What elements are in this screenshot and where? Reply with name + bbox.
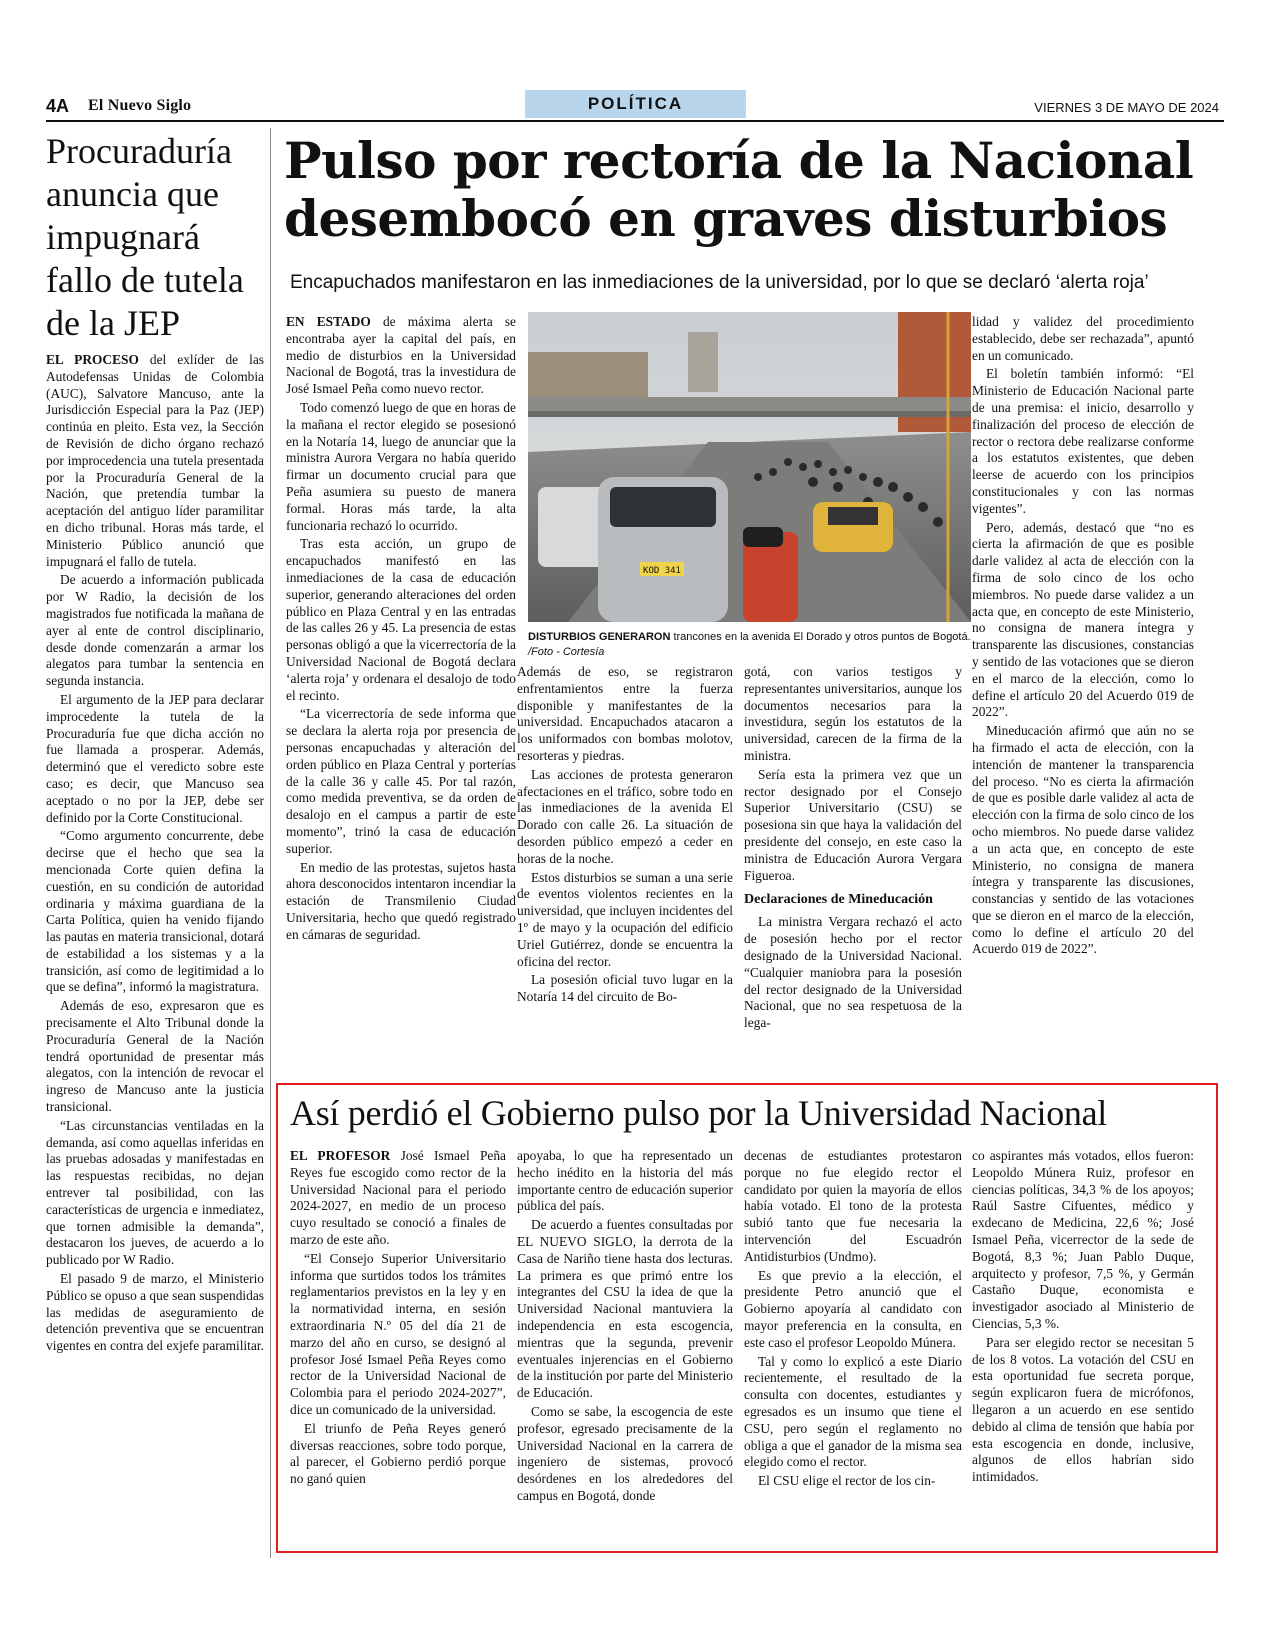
photo-caption: [528, 630, 971, 660]
paragraph-kicker: EN ESTADO: [286, 314, 371, 329]
paragraph-text: La ministra Vergara rechazó el acto de posesión hecho por el rector designado de la Universidad Nacional. “Cualquier maniobra para la posesión del rector designado de la Universidad Nacional, que no sea respetuosa de la lega-: [744, 914, 962, 1031]
paragraph: [46, 828, 264, 996]
paragraph-text: Como se sabe, la escogencia de este profesor, egresado precisamente de la Universidad Nacional en la carrera de ingeniero de sistemas, provocó desórdenes en los alrededores del campus en Bogotá, donde: [517, 1403, 733, 1503]
paragraph-text: Sería esta la primera vez que un rector designado por el Consejo Superior Universitario (CSU) se posesiona sin que haya la validación del presidente del consejo, en este caso la ministra de Educación Aurora Vergara Figueroa.: [744, 766, 962, 883]
lead-column-2: [517, 664, 733, 1008]
paragraph-text: El pasado 9 de marzo, el Ministerio Público se opuso a que sean suspendidas las medidas de aseguramiento de detención preventiva que se encuentran vigentes en contra del exjefe paramilitar.: [46, 1271, 264, 1354]
paragraph-text: Es que previo a la elección, el presidente Petro anunció que el Gobierno apoyaría al candidato con mayor preferencia en la consulta, en este caso el profesor Leopoldo Múnera.: [744, 1267, 962, 1350]
boxed-story-headline: Así perdió el Gobierno pulso por la Universidad Nacional: [290, 1093, 1108, 1133]
paragraph: [517, 1404, 733, 1505]
paragraph: [517, 870, 733, 971]
photo-credit: /Foto - Cortesía: [528, 646, 605, 658]
lead-column-3: [744, 664, 962, 1034]
paragraph-text: Además de eso, expresaron que es precisamente el Alto Tribunal donde la Procuraduría General de la Nación tendrá oportunidad de presentar más alegatos, con la intención de revocar el ingreso de Mancuso ante la justicia transicional.: [46, 998, 264, 1115]
paragraph-text: gotá, con varios testigos y representantes universitarios, aunque los documentos necesarios para la investidura, según los estatutos de la universidad, carecen de la firma de la ministra.: [744, 664, 962, 763]
paragraph: [972, 366, 1194, 517]
column-divider: [270, 128, 271, 1558]
paragraph-text: Para ser elegido rector se necesitan 5 de los 8 votos. La votación del CSU en esta oportunidad fue secreta porque, según explicaron fuera de micrófonos, llegaron a un acuerdo en ese sentido debido al clima de tensión que había por esta escogencia en donde, inclusive, algunos de ellos habrían sido intimidados.: [972, 1334, 1194, 1485]
paragraph: [290, 1148, 506, 1249]
paragraph: [744, 664, 962, 765]
paragraph: [517, 1217, 733, 1402]
boxed-column-1: [290, 1148, 506, 1490]
paragraph-text: Las acciones de protesta generaron afectaciones en el tráfico, sobre todo en las inmediaciones de la avenida El Dorado con calle 26. La situación de desorden público empezó a ceder en horas de la noche.: [517, 766, 733, 866]
paragraph: [46, 352, 264, 570]
paragraph: [46, 692, 264, 826]
paragraph: [46, 572, 264, 690]
side-story-body: [46, 352, 264, 1357]
paragraph: [972, 520, 1194, 722]
paragraph: [517, 1148, 733, 1215]
paragraph-kicker: EL PROCESO: [46, 352, 139, 367]
paragraph: [286, 860, 516, 944]
paragraph-text: Pero, además, destacó que “no es cierta la afirmación de que es posible darle validez al acta de elección con la firma de solo cinco de los ocho miembros. No puede darse validez a un acta que, en concepto de este Ministerio, no consigna de manera íntegra y transparente las discusiones, constancias y sentido de las votaciones que se dieron en el marco de la elección, como lo define el artículo 20 del Acuerdo 019 de 2022”.: [972, 519, 1194, 720]
license-plate: KOD 341: [643, 566, 681, 576]
paragraph-kicker: EL PROFESOR: [290, 1148, 391, 1163]
paragraph: [286, 536, 516, 704]
lead-headline: Pulso por rectoría de la Nacional desembocó en graves disturbios: [284, 131, 1194, 248]
paragraph-text: El CSU elige el rector de los cin-: [758, 1473, 936, 1489]
protest-photo-illustration: [528, 312, 971, 622]
paragraph: [517, 972, 733, 1006]
paragraph: [744, 1148, 962, 1266]
paragraph-text: co aspirantes más votados, ellos fueron: Leopoldo Múnera Ruiz, profesor en ciencias políticas, 34,3 % de los apoyos; Raúl Sastre Cifuentes, médico y exdecano de Medicina, 22,6 %; José Ismael Peña, vicerrector de la sede de Bogotá, 8,3 %; Juan Pablo Duque, arquitecto y profesor, 7,5 %, y Germán Castaño Duque, economista e investigador asociado al Ministerio de Ciencias, 5,3 %.: [972, 1148, 1194, 1331]
lead-column-4: [972, 314, 1194, 960]
paragraph-text: Tal y como lo explicó a este Diario recientemente, el resultado de la consulta con docentes, estudiantes y egresados es un insumo que tiene el CSU, pero según el reglamento no obliga a que el ganador de la misma sea elegido como el rector.: [744, 1353, 962, 1470]
paragraph: [972, 1335, 1194, 1486]
paragraph-text: Estos disturbios se suman a una serie de eventos violentos recientes en la universidad, que incluyen incidentes del 1º de mayo y la ocupación del edificio Uriel Gutiérrez, donde se encuentra la oficina del rector.: [517, 869, 733, 969]
paragraph-text: Además de eso, se registraron enfrentamientos entre la fuerza disponible y manifestantes de la universidad. Encapuchados atacaron a los uniformados con bombas molotov, resorteras y piedras.: [517, 664, 733, 763]
paragraph: [517, 767, 733, 868]
issue-date: VIERNES 3 DE MAYO DE 2024: [1034, 100, 1219, 115]
lead-subheadline: Encapuchados manifestaron en las inmediaciones de la universidad, por lo que se declaró ‘alerta roja’: [290, 272, 1149, 293]
paragraph-text: El triunfo de Peña Reyes generó diversas reacciones, sobre todo porque, al parecer, el Gobierno perdió porque no ganó quien: [290, 1420, 506, 1487]
paragraph-text: En medio de las protestas, sujetos hasta ahora desconocidos intentaron incendiar la estación de Transmilenio Ciudad Universitaria, hecho que quedó registrado en cámaras de seguridad.: [286, 859, 516, 942]
paragraph: [286, 706, 516, 857]
paragraph-text: del exlíder de las Autodefensas Unidas de Colombia (AUC), Salvatore Mancuso, ante la Jurisdicción Especial para la Paz (JEP) continúa en pleito. Esta vez, la Sección de Revisión de dicho órgano rechazó por improcedencia una tutela presentada por la Procuraduría General de la Nación, que pretendía tumbar la aceptación del antiguo líder paramilitar en dicho tribunal. Horas más tarde, el Ministerio Público anunció que impugnará el fallo de tutela.: [46, 352, 264, 569]
paragraph: [46, 998, 264, 1116]
paragraph-text: Todo comenzó luego de que en horas de la mañana el rector elegido se posesionó en la Notaría 14, luego de anunciar que la ministra Aurora Vergara no había querido firmar un documento crucial para que Peña asumiera su puesto de manera formal. Horas más tarde, la alta funcionaria rechazó lo ocurrido.: [286, 399, 516, 533]
paragraph-text: José Ismael Peña Reyes fue escogido como rector de la Universidad Nacional para el periodo 2024-2027, en medio de un proceso cuyo resultado se conoció a finales de marzo de este año.: [290, 1148, 506, 1247]
paragraph-text: De acuerdo a información publicada por W Radio, la decisión de los magistrados fue notificada la mañana de ayer al ente de control disciplinario, desde donde comenzarán a armar los alegatos para tumbar la sentencia en segunda instancia.: [46, 572, 264, 689]
paragraph-text: “La vicerrectoría de sede informa que se declara la alerta roja por presencia de personas encapuchadas y alteración del orden público en Plaza Central y porterías de la calle 36 y calle 45. Por tal razón, como medida preventiva, se da orden de desalojo en el campus a partir de este momento”, trinó la casa de educación superior.: [286, 706, 516, 856]
caption-kicker: DISTURBIOS GENERARON: [528, 631, 671, 643]
paragraph-text: Tras esta acción, un grupo de encapuchados manifestó en las inmediaciones de la casa de educación superior, generando alteraciones del orden público en Plaza Central y en las entradas de las calles 26 y 45. La presencia de estas personas obligó a que la vicerrectoría de la Universidad Nacional de Bogotá declara ‘alerta roja’ y ordenara el desalojo de todo el recinto.: [286, 536, 516, 703]
paragraph-text: decenas de estudiantes protestaron porque no fue elegido rector el candidato por quien la mayoría de ellos había votado. El tono de la protesta subió tanto que fue necesaria la intervención del Escuadrón Antidisturbios (Undmo).: [744, 1148, 962, 1264]
paragraph-text: lidad y validez del procedimiento establecido, debe ser rechazada”, apuntó en un comunicado.: [972, 314, 1194, 363]
section-label: POLÍTICA: [525, 90, 746, 118]
paragraph: [46, 1271, 264, 1355]
paragraph: [744, 1268, 962, 1352]
boxed-column-4: [972, 1148, 1194, 1488]
paragraph-text: “El Consejo Superior Universitario informa que surtidos todos los trámites reglamentarios previstos en la ley y en la normatividad interna, en sesión extraordinaria N.º 05 del día 21 de marzo del año en curso, se designó al profesor José Ismael Peña Reyes como rector de la Universidad Nacional de Colombia para el periodo 2024-2027”, dice un comunicado de la universidad.: [290, 1250, 506, 1417]
paragraph: [286, 314, 516, 398]
boxed-column-2: [517, 1148, 733, 1507]
paragraph: [972, 1148, 1194, 1333]
page-number: 4A: [46, 96, 70, 116]
paragraph-text: de máxima alerta se encontraba ayer la capital del país, en medio de disturbios en la Universidad Nacional de Bogotá, tras la investidura de José Ismael Peña como nuevo rector.: [286, 314, 516, 397]
paragraph: [972, 314, 1194, 364]
paragraph: [290, 1421, 506, 1488]
paragraph: [290, 1251, 506, 1419]
paragraph-text: El argumento de la JEP para declarar improcedente la tutela de la Procuraduría fue que dicha acción no fue llamada a prosperar. Además, determinó que el veredicto sobre este caso; es decir, que Mancuso sea aceptado o no por la JEP, debe ser definido por la Corte Constitucional.: [46, 691, 264, 825]
paragraph-text: La posesión oficial tuvo lugar en la Notaría 14 del circuito de Bo-: [517, 972, 733, 1005]
paragraph: [46, 1118, 264, 1269]
lead-column-1: [286, 314, 516, 945]
header-rule: [46, 120, 1224, 122]
paragraph: [744, 914, 962, 1032]
paragraph-text: El boletín también informó: “El Ministerio de Educación Nacional parte de una premisa: el inicio, desarrollo y finalización del proceso de elección de rector o rectora debe realizarse conforme a los estatutos existentes, que deben leerse de acuerdo con los principios constitucionales y con las normas vigentes”.: [972, 366, 1194, 516]
paragraph: [286, 400, 516, 534]
paragraph: [972, 723, 1194, 958]
paragraph: [517, 664, 733, 765]
lead-photo: [528, 312, 971, 622]
newspaper-name: El Nuevo Siglo: [88, 97, 192, 114]
paragraph-text: apoyaba, lo que ha representado un hecho inédito en la historia del más importante centro de educación superior pública del país.: [517, 1148, 733, 1214]
paragraph-text: De acuerdo a fuentes consultadas por EL NUEVO SIGLO, la derrota de la Casa de Nariño tiene hasta dos lecturas. La primera es que primó entre los integrantes del CSU la idea de que la Universidad Nacional mantuviera la independencia en esta escogencia, mientras que la segunda, prevenir eventuales injerencias en el Gobierno de la institución por parte del Ministerio de Educación.: [517, 1217, 733, 1401]
paragraph: [744, 1473, 962, 1490]
paragraph-text: Mineducación afirmó que aún no se ha firmado el acta de elección, con la intención de mantener la transparencia del proceso. “No es cierta la afirmación de que es posible darle validez al acta de elección con la firma de solo cinco de los ocho miembros. No puede darse validez a un acta que, en concepto de este Ministerio, no consigna de manera íntegra y transparente las discusiones, constancias y sentido de las votaciones que se dieron en el marco de la elección, como lo define el artículo 20 del Acuerdo 019 de 2022”.: [972, 723, 1194, 957]
caption-text: trancones en la avenida El Dorado y otros puntos de Bogotá.: [670, 631, 971, 643]
side-story-title: Procuraduría anuncia que impugnará fallo de tutela de la JEP: [46, 131, 244, 343]
boxed-column-3: [744, 1148, 962, 1492]
paragraph: [744, 767, 962, 885]
paragraph-text: “Las circunstancias ventiladas en la demanda, así como aquellas inferidas en las pruebas adosadas y manifestadas en las respuestas recibidas, no dejan entrever tal posibilidad, con las características de urgencia e inmediatez, que tornen admisible la demanda”, destacaron los jueves, de acuerdo a lo publicado por W Radio.: [46, 1117, 264, 1268]
subheading: Declaraciones de Mineducación: [744, 892, 933, 908]
paragraph-text: “Como argumento concurrente, debe decirse que el hecho que sea la mencionada Corte quien defina la cuestión, en su condición de autoridad ordinaria y máxima guardiana de la Carta Política, quien ha venido fijando las pautas en materia transicional, dotará de estabilidad a los sistemas y a la transición, así como de legitimidad a lo que se defina”, informó la magistratura.: [46, 828, 264, 995]
paragraph: [744, 1354, 962, 1472]
